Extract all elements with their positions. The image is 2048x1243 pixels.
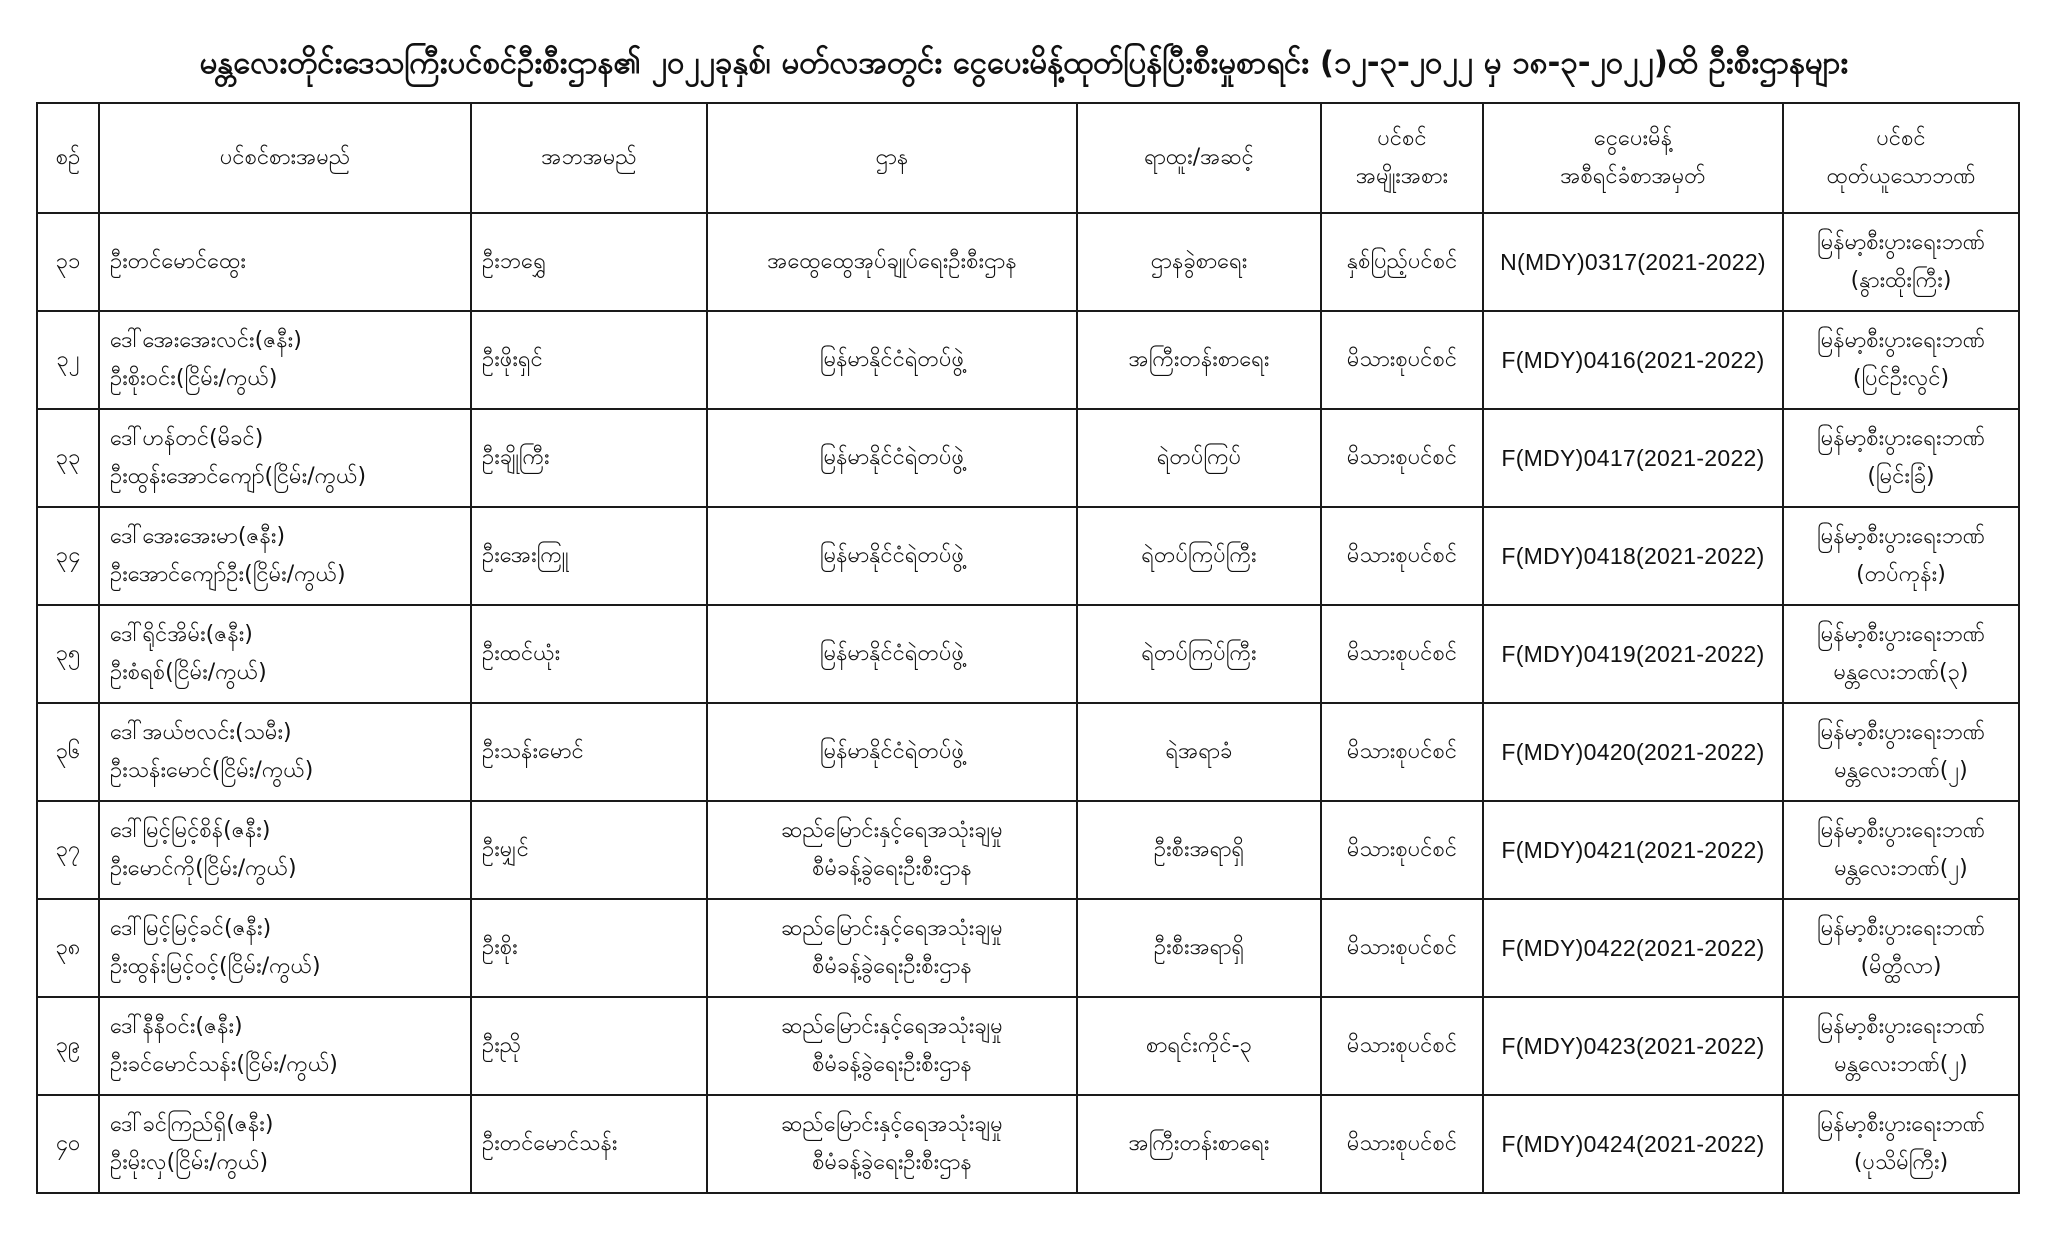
pension-type: မိသားစုပင်စင် (1346, 1033, 1458, 1058)
cell-pensioner-name (99, 1095, 471, 1193)
serial-number: ၃၇ (55, 837, 81, 862)
cell-department (707, 703, 1077, 801)
paying-bank-line: (ပြင်ဦးလွင်) (1852, 366, 1950, 391)
order-number: F(MDY)0424(2021-2022) (1501, 1131, 1765, 1157)
header-rank (1077, 103, 1321, 213)
cell-rank (1077, 507, 1321, 605)
pension-type: မိသားစုပင်စင် (1346, 837, 1458, 862)
order-number: F(MDY)0422(2021-2022) (1501, 935, 1765, 961)
cell-department (707, 997, 1077, 1095)
paying-bank-line: မြန်မာ့စီးပွားရေးဘဏ် (1817, 230, 1985, 255)
cell-paying-bank (1783, 213, 2019, 311)
header-pensioner-name (99, 103, 471, 213)
cell-pensioner-name (99, 311, 471, 409)
cell-serial (37, 1095, 99, 1193)
serial-number: ၃၅ (55, 641, 81, 666)
pensioner-name-line: ဦးထွန်းအောင်ကျော်(ငြိမ်း/ကွယ်) (110, 464, 367, 489)
department-line: စီမံခန့်ခွဲရေးဦးစီးဌာန (812, 1150, 972, 1175)
cell-father-name (471, 409, 707, 507)
header-label: ဌာန (875, 145, 909, 170)
pensioner-name-line: ဦးထွန်းမြင့်ဝင့်(ငြိမ်း/ကွယ်) (110, 954, 321, 979)
cell-order-number (1483, 213, 1783, 311)
department-line: စီမံခန့်ခွဲရေးဦးစီးဌာန (812, 856, 972, 881)
cell-serial (37, 801, 99, 899)
father-name: ဦးဖိုးရှင် (482, 347, 543, 372)
pensioner-name-line: ဒေါ်ခင်ကြည်ရှိ(ဇနီး) (110, 1112, 274, 1137)
serial-number: ၃၉ (55, 1033, 81, 1058)
father-name: ဦးသန်းမောင် (482, 739, 584, 764)
order-number: F(MDY)0420(2021-2022) (1501, 739, 1765, 765)
rank: စာရင်းကိုင်-၃ (1146, 1033, 1252, 1058)
paying-bank-line: မြန်မာ့စီးပွားရေးဘဏ် (1817, 1112, 1985, 1137)
cell-department (707, 899, 1077, 997)
department-line: ဆည်မြောင်းနှင့်ရေအသုံးချမှု (781, 1112, 1003, 1137)
paying-bank-line: မြန်မာ့စီးပွားရေးဘဏ် (1817, 524, 1985, 549)
paying-bank-line: (မိတ္ထီလာ) (1860, 954, 1942, 979)
father-name: ဦးဘရွှေ (482, 249, 546, 274)
cell-father-name (471, 899, 707, 997)
cell-serial (37, 703, 99, 801)
cell-department (707, 1095, 1077, 1193)
rank: ဦးစီးအရာရှိ (1153, 837, 1245, 862)
cell-father-name (471, 507, 707, 605)
paying-bank-line: မြန်မာ့စီးပွားရေးဘဏ် (1817, 916, 1985, 941)
cell-department (707, 605, 1077, 703)
paying-bank-line: (တပ်ကုန်း) (1856, 562, 1946, 587)
order-number: F(MDY)0421(2021-2022) (1501, 837, 1765, 863)
cell-father-name (471, 703, 707, 801)
header-label: ငွေပေးမိန့် (1593, 126, 1673, 151)
header-label: ပင်စင်စားအမည် (219, 145, 351, 170)
cell-paying-bank (1783, 703, 2019, 801)
pensioner-name-line: ဦးသန်းမောင်(ငြိမ်း/ကွယ်) (110, 758, 314, 783)
cell-order-number (1483, 801, 1783, 899)
pensioner-name-line: ဒေါ်နီနီဝင်း(ဇနီး) (110, 1014, 243, 1039)
father-name: ဦးမျှင် (482, 837, 529, 862)
header-department (707, 103, 1077, 213)
cell-serial (37, 605, 99, 703)
cell-order-number (1483, 409, 1783, 507)
cell-rank (1077, 899, 1321, 997)
pension-type: မိသားစုပင်စင် (1346, 543, 1458, 568)
rank: ဦးစီးအရာရှိ (1153, 935, 1245, 960)
paying-bank-line: (နွားထိုးကြီး) (1850, 268, 1952, 293)
table-row (37, 409, 2019, 507)
cell-department (707, 213, 1077, 311)
paying-bank-line: မန္တလေးဘဏ်(၂) (1834, 758, 1968, 783)
cell-paying-bank (1783, 801, 2019, 899)
cell-pensioner-name (99, 997, 471, 1095)
department-line: မြန်မာနိုင်ငံရဲတပ်ဖွဲ့ (819, 543, 965, 568)
paying-bank-line: မြန်မာ့စီးပွားရေးဘဏ် (1817, 818, 1985, 843)
pension-type: မိသားစုပင်စင် (1346, 1131, 1458, 1156)
cell-paying-bank (1783, 605, 2019, 703)
header-label: စဉ် (55, 145, 81, 170)
rank: ရဲအရာခံ (1165, 739, 1233, 764)
cell-paying-bank (1783, 409, 2019, 507)
cell-pension-type (1321, 213, 1483, 311)
pension-type: မိသားစုပင်စင် (1346, 445, 1458, 470)
father-name: ဦးထင်ယုံး (482, 641, 561, 666)
table-row (37, 899, 2019, 997)
department-line: အထွေထွေအုပ်ချုပ်ရေးဦးစီးဌာန (767, 249, 1017, 274)
header-order-number (1483, 103, 1783, 213)
paying-bank-line: (မြင်းခြံ) (1867, 464, 1935, 489)
header-label: အမျိုးအစား (1355, 164, 1449, 189)
cell-pension-type (1321, 409, 1483, 507)
pensioner-name-line: ဒေါ်အေးအေးလင်း(ဇနီး) (110, 328, 302, 353)
cell-rank (1077, 1095, 1321, 1193)
pension-type: မိသားစုပင်စင် (1346, 935, 1458, 960)
cell-rank (1077, 997, 1321, 1095)
order-number: N(MDY)0317(2021-2022) (1500, 249, 1766, 275)
table-row (37, 801, 2019, 899)
table-row (37, 997, 2019, 1095)
cell-order-number (1483, 507, 1783, 605)
cell-father-name (471, 605, 707, 703)
header-label: ရာထူး/အဆင့် (1144, 145, 1254, 170)
pensioner-name-line: ဦးခင်မောင်သန်း(ငြိမ်း/ကွယ်) (110, 1052, 338, 1077)
header-label: အစီရင်ခံစာအမှတ် (1560, 164, 1706, 189)
department-line: စီမံခန့်ခွဲရေးဦးစီးဌာန (812, 1052, 972, 1077)
rank: ဌာနခွဲစာရေး (1150, 249, 1248, 274)
table-row (37, 213, 2019, 311)
department-line: မြန်မာနိုင်ငံရဲတပ်ဖွဲ့ (819, 739, 965, 764)
serial-number: ၃၈ (55, 935, 81, 960)
order-number: F(MDY)0419(2021-2022) (1501, 641, 1765, 667)
table-row (37, 703, 2019, 801)
pension-register-table (36, 102, 2020, 1194)
pensioner-name-line: ဦးမိုးလှ(ငြိမ်း/ကွယ်) (110, 1150, 269, 1175)
header-father-name (471, 103, 707, 213)
pensioner-name-line: ဒေါ်ဟန်တင်(မိခင်) (110, 426, 264, 451)
father-name: ဦးညို (482, 1033, 522, 1058)
table-row (37, 311, 2019, 409)
cell-father-name (471, 213, 707, 311)
cell-department (707, 507, 1077, 605)
pensioner-name-line: ဦးစံရစ်(ငြိမ်း/ကွယ်) (110, 660, 267, 685)
table-row (37, 507, 2019, 605)
serial-number: ၃၆ (55, 739, 81, 764)
father-name: ဦးအေးကြူ (482, 543, 569, 568)
cell-rank (1077, 605, 1321, 703)
cell-pension-type (1321, 997, 1483, 1095)
cell-rank (1077, 213, 1321, 311)
cell-serial (37, 311, 99, 409)
paying-bank-line: မန္တလေးဘဏ်(၂) (1834, 1052, 1968, 1077)
father-name: ဦးချိုကြီး (482, 445, 550, 470)
header-label: ပင်စင် (1377, 126, 1427, 151)
header-label: ပင်စင် (1876, 126, 1926, 151)
cell-pension-type (1321, 899, 1483, 997)
table-row (37, 605, 2019, 703)
pensioner-name-line: ဦးစိုးဝင်း(ငြိမ်း/ကွယ်) (110, 366, 278, 391)
pensioner-name-line: ဒေါ်အေးအေးမာ(ဇနီး) (110, 524, 286, 549)
father-name: ဦးတင်မောင်သန်း (482, 1131, 618, 1156)
department-line: စီမံခန့်ခွဲရေးဦးစီးဌာန (812, 954, 972, 979)
cell-pensioner-name (99, 213, 471, 311)
cell-rank (1077, 311, 1321, 409)
department-line: ဆည်မြောင်းနှင့်ရေအသုံးချမှု (781, 916, 1003, 941)
cell-paying-bank (1783, 1095, 2019, 1193)
cell-pension-type (1321, 605, 1483, 703)
cell-pension-type (1321, 703, 1483, 801)
cell-paying-bank (1783, 997, 2019, 1095)
paying-bank-line: မြန်မာ့စီးပွားရေးဘဏ် (1817, 1014, 1985, 1039)
cell-paying-bank (1783, 899, 2019, 997)
cell-order-number (1483, 605, 1783, 703)
cell-father-name (471, 1095, 707, 1193)
pensioner-name-line: ဒေါ်မြင့်မြင့်စိန်(ဇနီး) (110, 818, 271, 843)
paying-bank-line: မြန်မာ့စီးပွားရေးဘဏ် (1817, 426, 1985, 451)
cell-order-number (1483, 899, 1783, 997)
header-row (37, 103, 2019, 213)
cell-pension-type (1321, 311, 1483, 409)
order-number: F(MDY)0423(2021-2022) (1501, 1033, 1765, 1059)
header-label: အဘအမည် (541, 145, 637, 170)
pensioner-name-line: ဒေါ်ရိုင်အိမ်း(ဇနီး) (110, 622, 253, 647)
pensioner-name-line: ဦးတင်မောင်ထွေး (110, 249, 246, 274)
serial-number: ၃၂ (56, 347, 80, 372)
pension-type: နှစ်ပြည့်ပင်စင် (1346, 249, 1458, 274)
cell-father-name (471, 311, 707, 409)
cell-pensioner-name (99, 507, 471, 605)
cell-rank (1077, 703, 1321, 801)
pension-type: မိသားစုပင်စင် (1346, 347, 1458, 372)
rank: အကြီးတန်းစာရေး (1128, 1131, 1270, 1156)
cell-serial (37, 409, 99, 507)
cell-serial (37, 507, 99, 605)
cell-order-number (1483, 311, 1783, 409)
pension-type: မိသားစုပင်စင် (1346, 641, 1458, 666)
cell-pension-type (1321, 801, 1483, 899)
cell-order-number (1483, 703, 1783, 801)
cell-rank (1077, 409, 1321, 507)
rank: ရဲတပ်ကြပ်ကြီး (1141, 543, 1257, 568)
pension-type: မိသားစုပင်စင် (1346, 739, 1458, 764)
serial-number: ၃၁ (55, 249, 81, 274)
cell-serial (37, 997, 99, 1095)
page-title: မန္တလေးတိုင်းဒေသကြီးပင်စင်ဦးစီးဌာန၏ ၂၀၂၂ခုနှစ်၊ မတ်လအတွင်း ငွေပေးမိန့်ထုတ်ပြန်ပြီးစီးမှုစာရင်း (၁၂-၃-၂၀၂၂ မှ ၁၈-၃-၂၀၂၂)ထိ ဦးစီးဌာနများ (199, 45, 1849, 81)
cell-paying-bank (1783, 507, 2019, 605)
paying-bank-line: မြန်မာ့စီးပွားရေးဘဏ် (1817, 720, 1985, 745)
order-number: F(MDY)0417(2021-2022) (1501, 445, 1765, 471)
cell-department (707, 409, 1077, 507)
cell-paying-bank (1783, 311, 2019, 409)
pensioner-name-line: ဒေါ်အယ်ဗလင်း(သမီး) (110, 720, 292, 745)
pensioner-name-line: ဦးအောင်ကျော်ဦး(ငြိမ်း/ကွယ်) (110, 562, 346, 587)
father-name: ဦးစိုး (482, 935, 518, 960)
cell-pension-type (1321, 507, 1483, 605)
cell-serial (37, 213, 99, 311)
cell-pensioner-name (99, 605, 471, 703)
cell-department (707, 801, 1077, 899)
cell-pensioner-name (99, 409, 471, 507)
department-line: မြန်မာနိုင်ငံရဲတပ်ဖွဲ့ (819, 445, 965, 470)
header-paying-bank (1783, 103, 2019, 213)
department-line: ဆည်မြောင်းနှင့်ရေအသုံးချမှု (781, 1014, 1003, 1039)
paying-bank-line: မြန်မာ့စီးပွားရေးဘဏ် (1817, 328, 1985, 353)
rank: ရဲတပ်ကြပ်ကြီး (1141, 641, 1257, 666)
pensioner-name-line: ဦးမောင်ကို(ငြိမ်း/ကွယ်) (110, 856, 297, 881)
rank: အကြီးတန်းစာရေး (1128, 347, 1270, 372)
pensioner-name-line: ဒေါ်မြင့်မြင့်ခင်(ဇနီး) (110, 916, 272, 941)
department-line: မြန်မာနိုင်ငံရဲတပ်ဖွဲ့ (819, 641, 965, 666)
paying-bank-line: မန္တလေးဘဏ်(၃) (1833, 660, 1969, 685)
header-pension-type (1321, 103, 1483, 213)
header-serial (37, 103, 99, 213)
cell-serial (37, 899, 99, 997)
paying-bank-line: မြန်မာ့စီးပွားရေးဘဏ် (1817, 622, 1985, 647)
header-label: ထုတ်ယူသောဘဏ် (1826, 164, 1976, 189)
rank: ရဲတပ်ကြပ် (1156, 445, 1242, 470)
cell-order-number (1483, 1095, 1783, 1193)
serial-number: ၄၀ (55, 1131, 81, 1156)
cell-order-number (1483, 997, 1783, 1095)
table-body (37, 213, 2019, 1193)
department-line: ဆည်မြောင်းနှင့်ရေအသုံးချမှု (781, 818, 1003, 843)
cell-pension-type (1321, 1095, 1483, 1193)
cell-father-name (471, 997, 707, 1095)
cell-father-name (471, 801, 707, 899)
cell-pensioner-name (99, 703, 471, 801)
table-row (37, 1095, 2019, 1193)
cell-pensioner-name (99, 801, 471, 899)
cell-rank (1077, 801, 1321, 899)
paying-bank-line: မန္တလေးဘဏ်(၂) (1834, 856, 1968, 881)
paying-bank-line: (ပုသိမ်ကြီး) (1853, 1150, 1949, 1175)
order-number: F(MDY)0416(2021-2022) (1501, 347, 1765, 373)
cell-pensioner-name (99, 899, 471, 997)
order-number: F(MDY)0418(2021-2022) (1501, 543, 1765, 569)
department-line: မြန်မာနိုင်ငံရဲတပ်ဖွဲ့ (819, 347, 965, 372)
serial-number: ၃၄ (55, 543, 81, 568)
serial-number: ၃၃ (55, 445, 81, 470)
cell-department (707, 311, 1077, 409)
